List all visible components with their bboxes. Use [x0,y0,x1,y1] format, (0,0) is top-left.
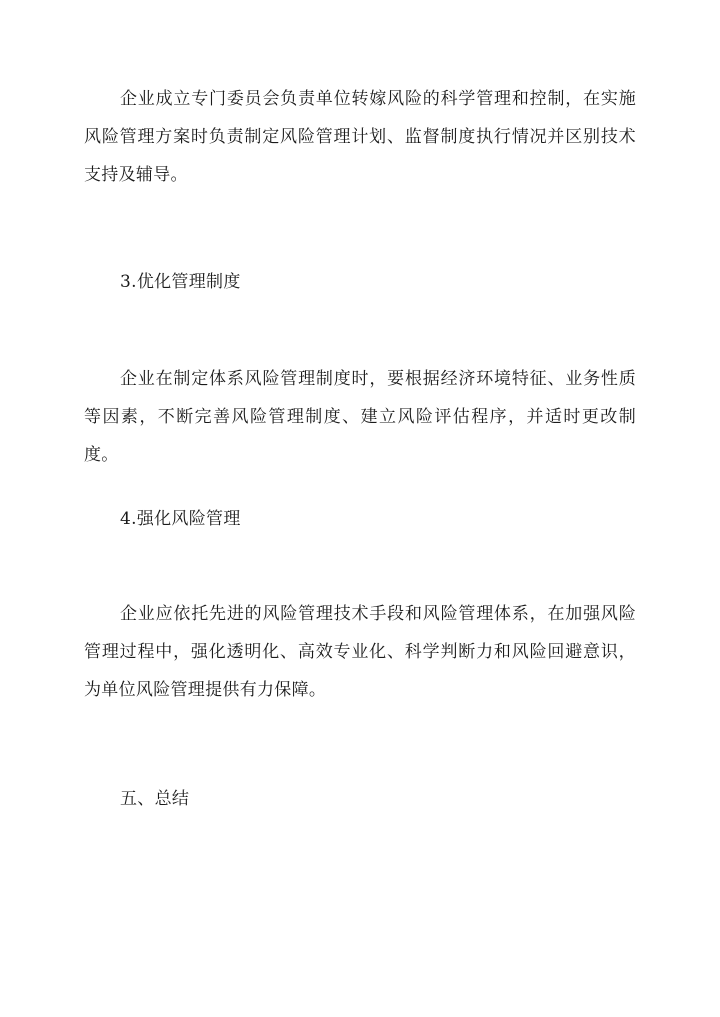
paragraph-committee: 企业成立专门委员会负责单位转嫁风险的科学管理和控制，在实施风险管理方案时负责制定风险管理计划、监督制度执行情况并区别技术支持及辅导。 [84,89,636,185]
paragraph-system-rules: 企业在制定体系风险管理制度时，要根据经济环境特征、业务性质等因素，不断完善风险管理制度、建立风险评估程序，并适时更改制度。 [84,369,636,465]
heading-strengthen-risk: 4.强化风险管理 [120,509,241,529]
heading-summary: 五、总结 [120,789,190,809]
heading-optimize-system: 3.优化管理制度 [120,272,241,292]
paragraph-risk-tools: 企业应依托先进的风险管理技术手段和风险管理体系，在加强风险管理过程中，强化透明化、高效专业化、科学判断力和风险回避意识，为单位风险管理提供有力保障。 [84,604,636,700]
